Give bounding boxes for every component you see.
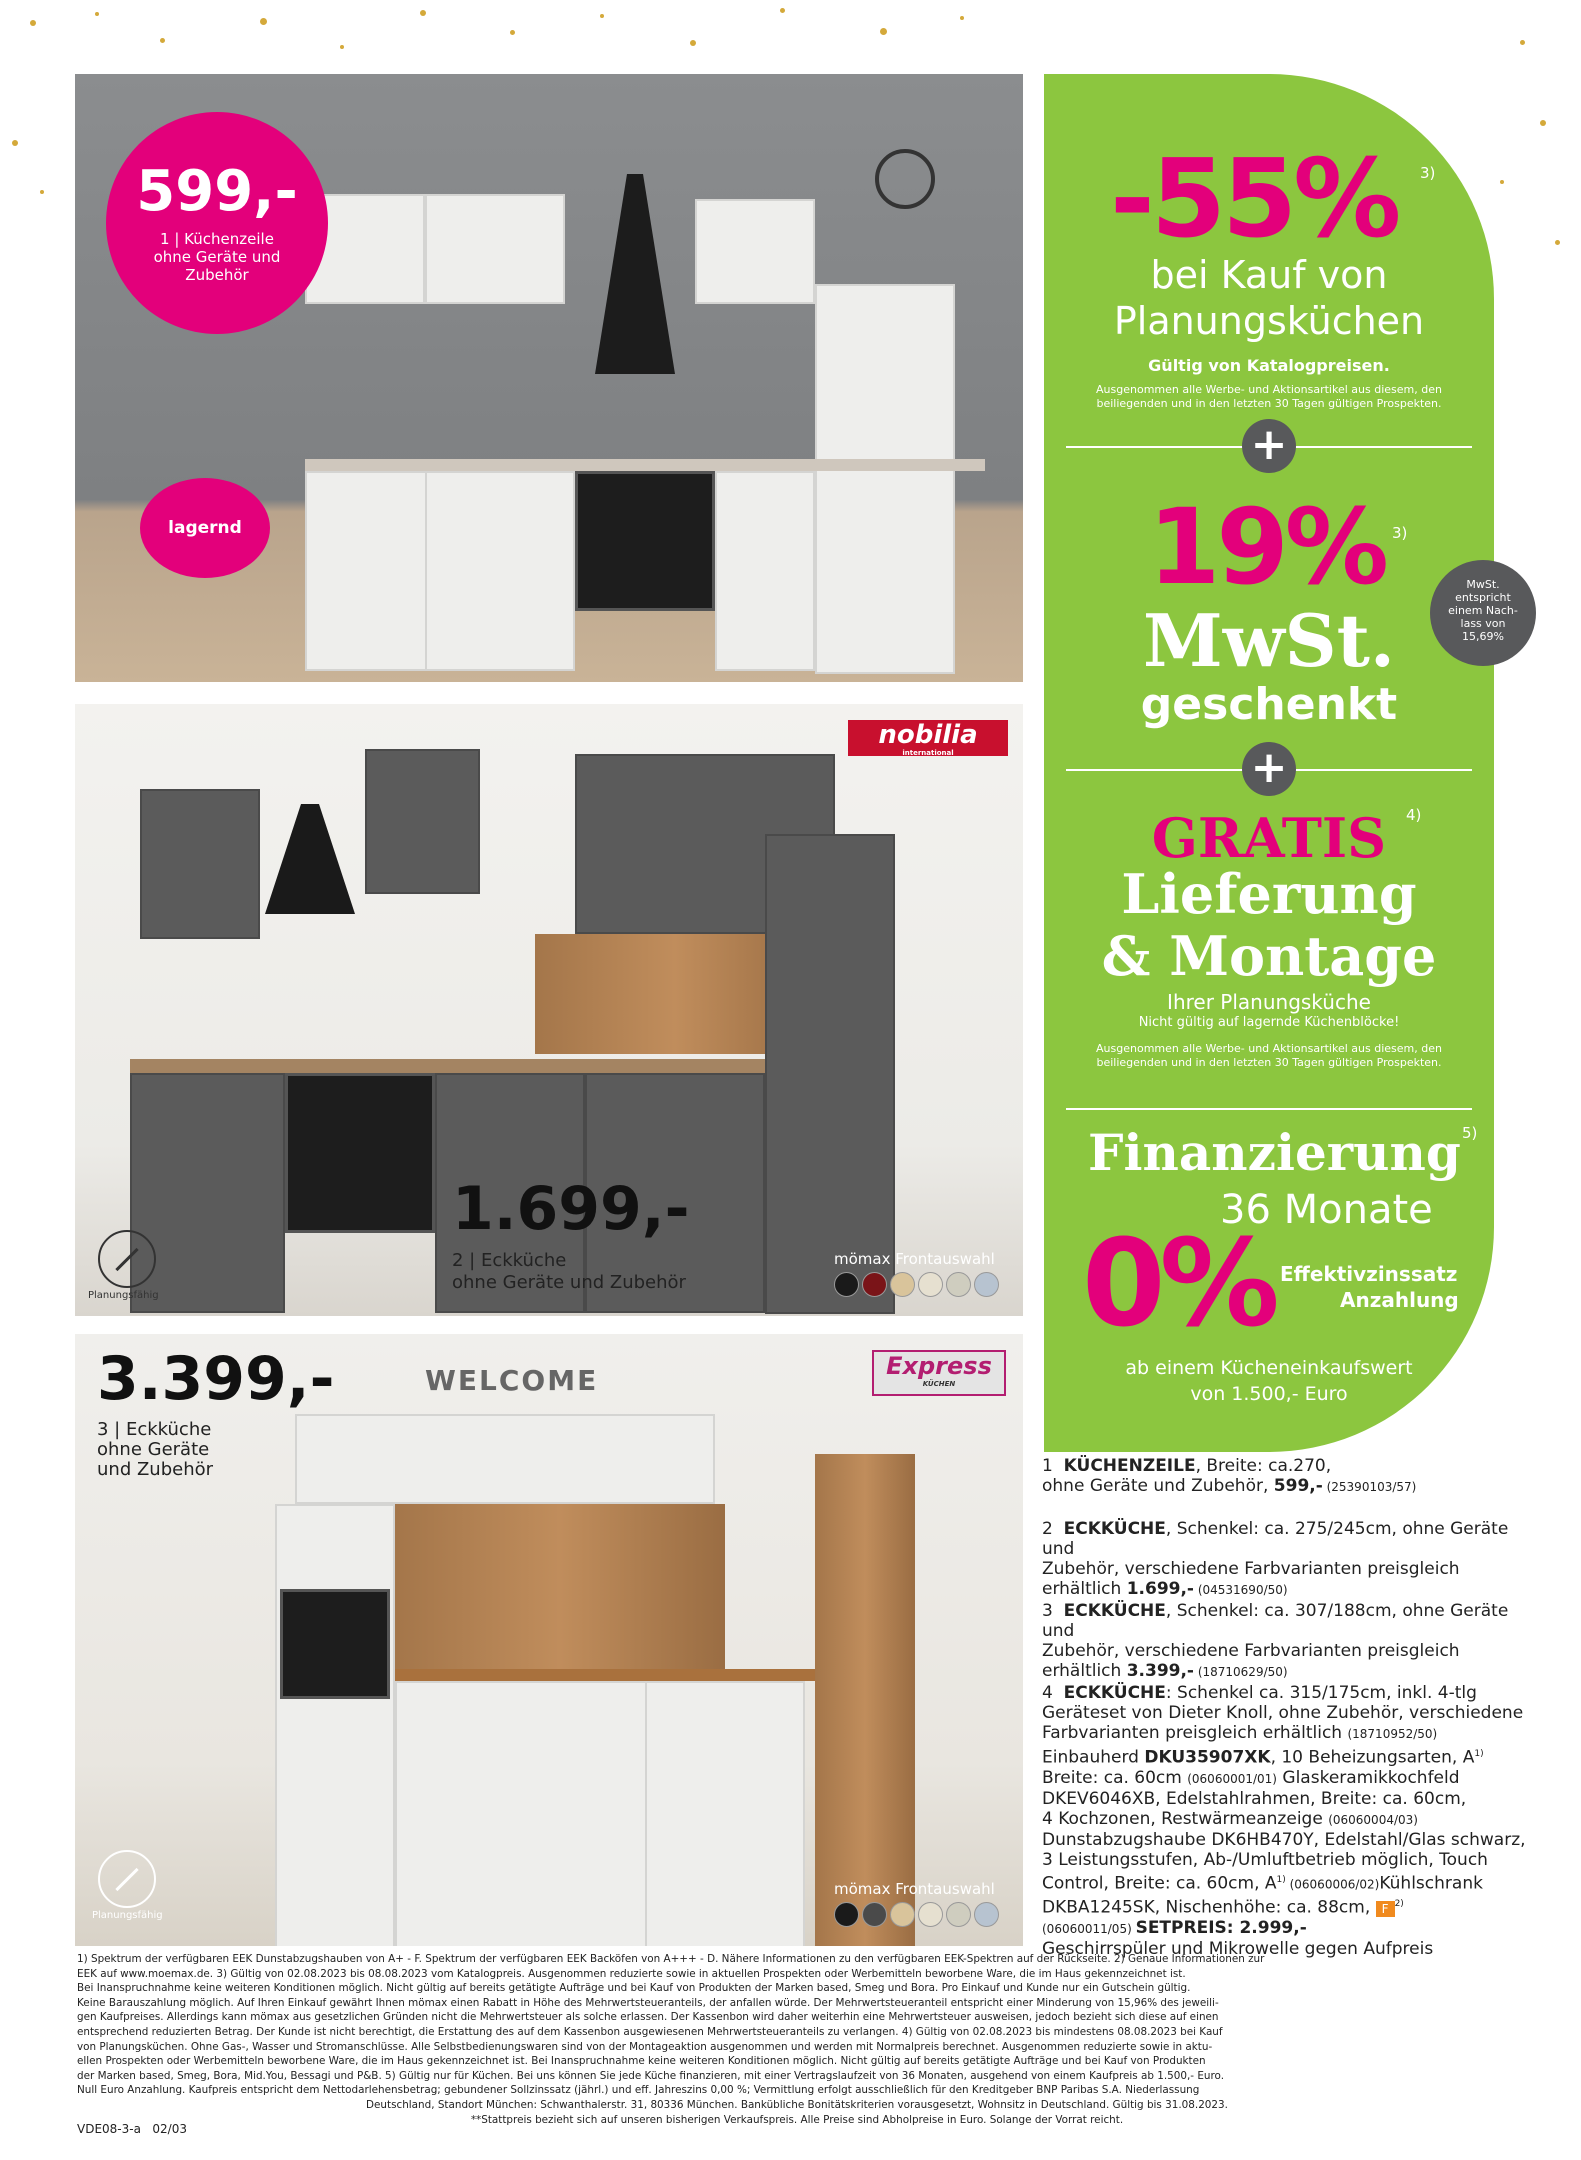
desc4-setprice: SETPREIS: 2.999,- (1135, 1917, 1307, 1938)
express-logo (872, 1350, 1006, 1396)
footnote-line: Keine Barauszahlung möglich. Auf Ihren Einkauf gewährt Ihnen mömax einen Rabatt in Höhe des Mehrwertsteueranteils, der anfallen würde. Der Mehrwertsteueranteil entspricht einer Minderung von 15,96% des jeweili- (77, 1996, 1219, 2009)
desc2-text2: Zubehör, verschiedene Farbvarianten preisgleich (1042, 1559, 1460, 1579)
page-code: VDE08-3-a 02/03 (77, 2122, 187, 2136)
discount-line2: Planungsküchen (1113, 299, 1425, 343)
separator-3 (1066, 1108, 1472, 1110)
desc4-num: 4 (1042, 1683, 1053, 1703)
desc1-text1: , Breite: ca.270, (1195, 1456, 1332, 1476)
effective-rate: Effektivzinssatz (1280, 1262, 1458, 1286)
footnote-line: von Planungsküchen. Ohne Gas-, Wasser und Stromanschlüsse. Alle Selbstbedienungswaren sind von der Montageaktion ausgenommen und werden mit Normalpreis berechnet. Ausgenommen reduzierte sowie in aktu- (77, 2040, 1213, 2053)
mwst-info-l3: einem Nach- (1448, 604, 1518, 617)
delivery-line1: Lieferung (1121, 862, 1417, 926)
caption-2-line2: ohne Geräte und Zubehör (452, 1272, 686, 1293)
desc1-price: 599,- (1273, 1476, 1323, 1496)
caption-1-line1: 1 | Küchenzeile (160, 230, 274, 248)
footnote-line: EEK auf www.moemax.de. 3) Gültig von 02.08.2023 bis 08.08.2023 vom Katalogpreis. Ausgenommen reduzierte sowie in aktuellen Prospekten oder Werbemitteln beworbene Ware, die im Haus gekennzeichnet ist. (77, 1967, 1186, 1980)
desc3-code: (18710629/50) (1194, 1665, 1288, 1679)
exclusion-1-line1: Ausgenommen alle Werbe- und Aktionsartikel aus diesem, den (1096, 383, 1442, 396)
footnotes (77, 1952, 1517, 2127)
desc4-l3: Farbvarianten preisgleich erhältlich (1042, 1723, 1348, 1743)
finance-footnote: 5) (1462, 1124, 1478, 1142)
desc2-num: 2 (1042, 1519, 1053, 1539)
desc4-name: ECKKÜCHE (1063, 1683, 1166, 1703)
vat-word: MwSt. (1143, 598, 1395, 683)
footnote-line: Bei Inanspruchnahme keine weiteren Konditionen möglich. Nicht gültig auf bereits getätigte Aufträge und bei Kauf von Produkten der Marken based, Smeg und Bora. Pro Einkauf und Kunde nur ein Gutschein gültig. (77, 1982, 1191, 1995)
desc4-l2: Geräteset von Dieter Knoll, ohne Zubehör, verschiedene (1042, 1703, 1524, 1723)
footnote-line: 1) Spektrum der verfügbaren EEK Dunstabzugshauben von A+ - F. Spektrum der verfügbaren EEK Backöfen von A+++ - D. Nähere Informationen zu den verfügbaren EEK-Spektren auf der Rückseite. 2) Genaue Informationen zur (77, 1953, 1265, 1965)
caption-3-line1: 3 | Eckküche (97, 1419, 212, 1440)
color-swatches-2 (834, 1272, 1002, 1301)
footnote-line: Null Euro Anzahlung. Kaufpreis entspricht dem Nettodarlehensbetrag; gebundener Sollzinssatz (jährl.) und eff. Jahreszins 0,00 %; Vermittlung erfolgt ausschließlich für den Kreditgeber BNP Paribas S.A. Niederlassung (77, 2084, 1200, 2097)
zero-percent: 0% (1082, 1215, 1274, 1354)
color-swatches-3 (834, 1902, 1002, 1931)
exclusion-2-line2: beiliegenden und in den letzten 30 Tagen gültigen Prospekten. (1096, 1056, 1442, 1069)
desc4-l10code: (06060006/02) (1285, 1877, 1380, 1892)
caption-1-line3: Zubehör (185, 266, 249, 284)
footnote-line: Deutschland, Standort München: Schwanthalerstr. 31, 80336 München. Bankübliche Bonitätskriterien vorausgesetzt, Wohnsitz in Deutschland. Gültig bis 31.08.2023. (366, 2098, 1228, 2111)
caption-2-line1: 2 | Eckküche (452, 1250, 567, 1271)
desc4-l13: Geschirrspüler und Mikrowelle gegen Aufpreis (1042, 1938, 1434, 1959)
desc3-price: 3.399,- (1126, 1661, 1194, 1681)
desc2-price: 1.699,- (1126, 1579, 1194, 1599)
desc3-text1: , Schenkel: ca. 307/188cm, ohne Geräte und (1042, 1601, 1509, 1641)
description-4 (1042, 1683, 1542, 1959)
discount-line1: bei Kauf von (1150, 253, 1388, 297)
plus-sign-2: + (1250, 742, 1288, 793)
desc4-l6: DKEV6046XB, Edelstahlrahmen, Breite: ca. 60cm, (1042, 1788, 1467, 1809)
vat-gift: geschenkt (1140, 679, 1398, 730)
lagernd-label: lagernd (168, 518, 242, 538)
desc4-l12code: (06060011/05) (1042, 1921, 1136, 1936)
desc1-num: 1 (1042, 1456, 1053, 1476)
express-label: Express (886, 1352, 992, 1380)
desc3-text2: Zubehör, verschiedene Farbvarianten preisgleich (1042, 1641, 1460, 1661)
energy-label-icon (1376, 1901, 1395, 1917)
delivery-note: Nicht gültig auf lagernde Küchenblöcke! (1138, 1015, 1400, 1030)
footnote-line: ellen Prospekten oder Werbemitteln beworbene Ware, die im Haus gekennzeichnet ist. Bei Inanspruchnahme keine weiteren Konditionen möglich. Nicht gültig auf bereits getätigte Aufträge und bei Kauf von Produkten (77, 2055, 1206, 2068)
valid-note: Gültig von Katalogpreisen. (1148, 356, 1390, 375)
planning-label-2: Planungsfähig (88, 1290, 159, 1301)
desc4-l9: 3 Leistungsstufen, Ab-/Umluftbetrieb möglich, Touch (1042, 1849, 1488, 1870)
desc4-l5b: Glaskeramikkochfeld (1277, 1767, 1460, 1788)
gratis-label: GRATIS (1151, 806, 1387, 870)
energy-class: F (1381, 1901, 1389, 1916)
discount-footnote: 3) (1420, 164, 1436, 182)
desc4-l10a: Control, Breite: ca. 60cm, A (1042, 1873, 1277, 1894)
vat-percent: 19% (1148, 486, 1385, 608)
nobilia-label: nobilia (878, 720, 978, 750)
mwst-info-l2: entspricht (1455, 591, 1511, 604)
planning-icon-2 (98, 1230, 156, 1288)
price-badge-1 (106, 112, 328, 334)
kitchen-photo-3 (75, 1334, 1023, 1946)
lagernd-badge (140, 478, 270, 578)
price-2: 1.699,- (452, 1174, 690, 1244)
desc4-l4b: DKU35907XK (1144, 1747, 1271, 1768)
nobilia-sub: international (902, 749, 954, 757)
discount-value: -55% (1110, 137, 1398, 262)
planning-icon-3 (98, 1850, 156, 1908)
desc4-l10sup: 1) (1276, 1874, 1286, 1885)
mwst-info-l4: lass von (1460, 617, 1506, 630)
desc1-text2: ohne Geräte und Zubehör, (1042, 1476, 1274, 1496)
delivery-line2: & Montage (1101, 924, 1437, 988)
desc4-l7a: 4 Kochzonen, Restwärmeanzeige (1042, 1808, 1329, 1829)
delivery-sub: Ihrer Planungsküche (1167, 990, 1371, 1014)
gratis-footnote: 4) (1406, 806, 1422, 824)
price-3: 3.399,- (97, 1344, 335, 1414)
footnote-line: gen Kaufpreises. Allerdings kann mömax aus gesetzlichen Gründen nicht die Mehrwertsteuer als solche erlassen. Der Kassenbon wird daher weiterhin eine Mehrwertsteuer ausweisen, jedoch bezieht sich diese auf einen (77, 2011, 1219, 2024)
desc3-num: 3 (1042, 1601, 1053, 1621)
footnote-line: entsprechend reduzierten Betrag. Der Kunde ist nicht berechtigt, die Erstattung des auf dem Kassenbon ausgewiesenen Mehrwertsteueranteils zu verlangen. 4) Gültig von 02.08.2023 bis mindestens 08.08.2023 bei Kauf (77, 2025, 1223, 2038)
description-1 (1042, 1456, 1542, 1497)
desc4-l8: Dunstabzugshaube DK6HB470Y, Edelstahl/Glas schwarz, (1042, 1829, 1526, 1850)
desc2-code: (04531690/50) (1194, 1583, 1288, 1597)
finance-title: Finanzierung (1088, 1123, 1461, 1182)
down-payment: Anzahlung (1340, 1288, 1459, 1312)
plus-icon-1 (1242, 419, 1296, 473)
nobilia-logo (848, 720, 1008, 756)
desc4-l5a: Breite: ca. 60cm (1042, 1767, 1188, 1788)
desc4-l4sup: 1) (1474, 1749, 1484, 1759)
desc4-l5code: (06060001/01) (1187, 1771, 1277, 1786)
front-label-2: mömax Frontauswahl (834, 1250, 995, 1268)
desc2-text3: erhältlich (1042, 1579, 1127, 1599)
exclusion-2-line1: Ausgenommen alle Werbe- und Aktionsartikel aus diesem, den (1096, 1042, 1442, 1055)
description-2 (1042, 1519, 1542, 1600)
mwst-info-l1: MwSt. (1466, 578, 1500, 591)
price-1: 599,- (136, 159, 298, 224)
desc1-name: KÜCHENZEILE (1063, 1456, 1196, 1476)
plus-icon-2 (1242, 742, 1296, 796)
express-sub: KÜCHEN (922, 1380, 956, 1388)
plus-sign-1: + (1250, 419, 1288, 470)
vat-footnote: 3) (1392, 524, 1408, 542)
exclusion-1-line2: beiliegenden und in den letzten 30 Tagen gültigen Prospekten. (1096, 397, 1442, 410)
desc4-l11sup: 2) (1394, 1899, 1404, 1910)
footnote-line: der Marken based, Smeg, Bora, Mid.You, Bessagi und P&B. 5) Gültig nur für Küchen. Bei uns können Sie jede Küche finanzieren, mit einer Vertragslaufzeit von 36 Monaten, ausgehend von einem Kaufpreis ab 1.500,- Euro. (77, 2069, 1225, 2082)
desc4-l10b: Kühlschrank (1379, 1873, 1483, 1894)
desc4-l1: : Schenkel ca. 315/175cm, inkl. 4-tlg (1165, 1683, 1477, 1703)
footnote-line: **Stattpreis bezieht sich auf unseren bisherigen Verkaufspreis. Alle Preise sind Abholpreise in Euro. Solange der Vorrat reicht. (470, 2113, 1124, 2126)
desc3-text3: erhältlich (1042, 1661, 1127, 1681)
desc4-l11a: DKBA1245SK, Nischenhöhe: ca. 88cm, (1042, 1897, 1376, 1918)
desc4-l3code: (18710952/50) (1347, 1727, 1438, 1741)
front-label-3: mömax Frontauswahl (834, 1880, 995, 1898)
desc2-name: ECKKÜCHE (1063, 1519, 1166, 1539)
desc1-code: (25390103/57) (1322, 1480, 1417, 1494)
mwst-info-badge (1430, 560, 1536, 666)
desc4-l4a: Einbauherd (1042, 1747, 1145, 1768)
desc3-name: ECKKÜCHE (1063, 1601, 1166, 1621)
description-3 (1042, 1601, 1542, 1682)
desc4-l7code: (06060004/03) (1328, 1812, 1418, 1827)
desc2-text1: , Schenkel: ca. 275/245cm, ohne Geräte und (1042, 1519, 1509, 1559)
caption-3-line3: und Zubehör (97, 1459, 214, 1480)
finance-months: 36 Monate (1220, 1187, 1433, 1233)
caption-1-line2: ohne Geräte und (153, 248, 281, 266)
minimum-line2: von 1.500,- Euro (1190, 1383, 1348, 1405)
mwst-info-l5: 15,69% (1462, 630, 1504, 643)
welcome-sign: WELCOME (425, 1364, 599, 1397)
minimum-line1: ab einem Kücheneinkaufswert (1125, 1357, 1413, 1379)
caption-3-line2: ohne Geräte (97, 1439, 210, 1460)
desc4-l4c: , 10 Beheizungsarten, A (1270, 1747, 1475, 1768)
planning-label-3: Planungsfähig (92, 1910, 163, 1921)
